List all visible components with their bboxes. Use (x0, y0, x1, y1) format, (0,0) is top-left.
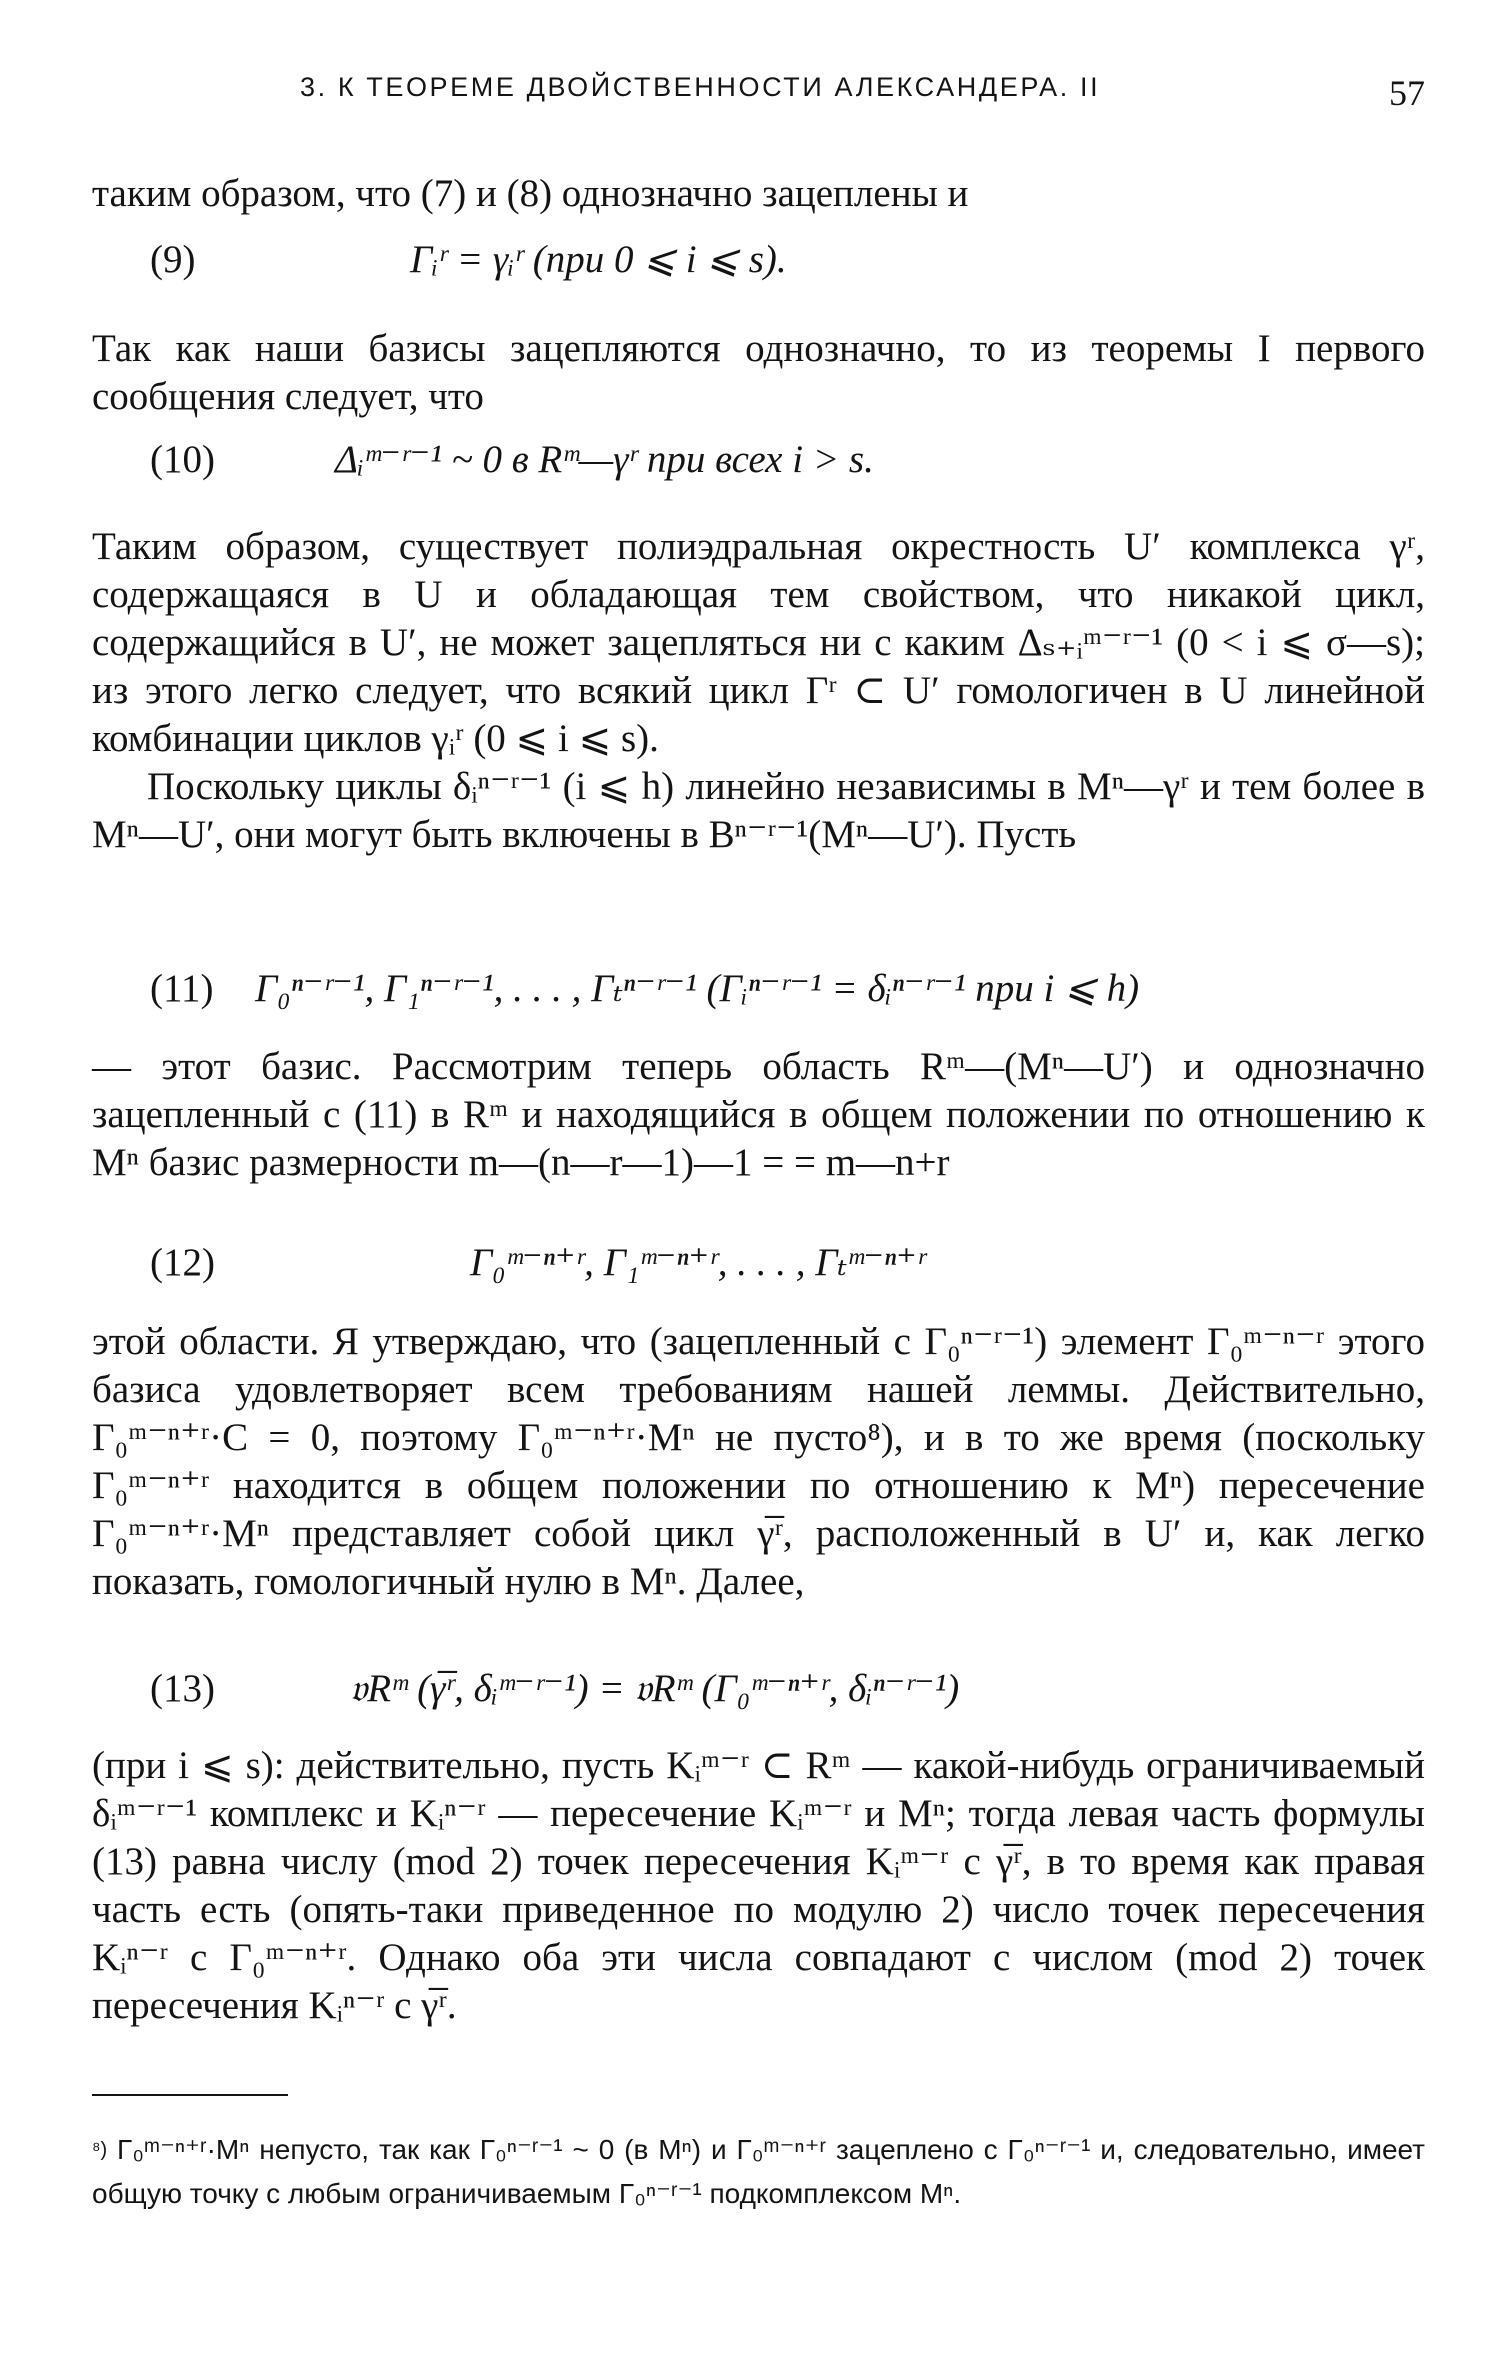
paragraph-text: — этот базис. Рассмотрим теперь область Rᵐ—(Mⁿ—U′) и однозначно зацепленный с (11) в Rᵐ и находящийся в общем положении по отношению к Mⁿ базис размерности m—(n—r—1)—1 = = m—n+r (92, 1045, 1425, 1184)
equation-11 (150, 965, 1420, 1013)
paragraph-text: Таким образом, существует полиэдральная окрестность U′ комплекса γʳ, содержащаяся в U и обладающая тем свойством, что никакой цикл, содержащийся в U′, не может зацепляться ни с каким Δₛ₊ᵢᵐ⁻ʳ⁻¹ (0 < i ⩽ σ—s); из этого легко следует, что всякий цикл Γʳ ⊂ U′ гомологичен в U линейной комбинации циклов γᵢʳ (0 ⩽ i ⩽ s). (92, 525, 1425, 760)
footnote-marker: ⁸) (92, 2139, 108, 2161)
paragraph-bases (92, 325, 1425, 421)
paragraph-neighbourhood (92, 523, 1425, 859)
page-number: 57 (1389, 73, 1425, 113)
equation-number: (9) (150, 238, 196, 281)
equation-number: (13) (150, 1667, 215, 1710)
equation-13 (150, 1665, 1420, 1713)
footnote-text: Γ₀ᵐ⁻ⁿ⁺ʳ·Mⁿ непусто, так как Γ₀ⁿ⁻ʳ⁻¹ ~ 0 (в Mⁿ) и Γ₀ᵐ⁻ⁿ⁺ʳ зацеплено с Γ₀ⁿ⁻ʳ⁻¹ и, следовательно, имеет общую точку с любым ограничиваемым Γ₀ⁿ⁻ʳ⁻¹ подкомплексом Mⁿ. (92, 2134, 1426, 2209)
equation-12 (150, 1239, 1420, 1287)
equation-formula: Δᵢᵐ⁻ʳ⁻¹ ~ 0 в Rᵐ—γʳ при всех i > s. (335, 438, 874, 481)
equation-number: (10) (150, 438, 215, 481)
equation-formula: Γᵢʳ = γᵢʳ (при 0 ⩽ i ⩽ s). (410, 238, 787, 281)
paragraph-intro (92, 170, 1425, 218)
equation-9 (150, 236, 1420, 284)
page-header (300, 72, 1425, 122)
footnote (92, 2128, 1425, 2216)
paragraph-text: таким образом, что (7) и (8) однозначно зацеплены и (92, 172, 969, 215)
equation-number: (11) (150, 967, 214, 1010)
equation-formula: Γ₀ⁿ⁻ʳ⁻¹, Γ₁ⁿ⁻ʳ⁻¹, . . . , Γₜⁿ⁻ʳ⁻¹ (Γᵢⁿ⁻ʳ⁻¹ = δᵢⁿ⁻ʳ⁻¹ при i ⩽ h) (255, 967, 1140, 1010)
running-head: 3. К ТЕОРЕМЕ ДВОЙСТВЕННОСТИ АЛЕКСАНДЕРА. II (300, 72, 1101, 102)
footnote-divider (92, 2094, 288, 2096)
paragraph-proof (92, 1742, 1425, 2030)
paragraph-text: этой области. Я утверждаю, что (зацепленный с Γ₀ⁿ⁻ʳ⁻¹) элемент Γ₀ᵐ⁻ⁿ⁻ʳ этого базиса удовлетворяет всем требованиям нашей леммы. Действительно, Γ₀ᵐ⁻ⁿ⁺ʳ·C = 0, поэтому Γ₀ᵐ⁻ⁿ⁺ʳ·Mⁿ не пусто⁸), и в то же время (поскольку Γ₀ᵐ⁻ⁿ⁺ʳ находится в общем положении по отношению к Mⁿ) пересечение Γ₀ᵐ⁻ⁿ⁺ʳ·Mⁿ представляет собой цикл γ̅ʳ, расположенный в U′ и, как легко показать, гомологичный нулю в Mⁿ. Далее, (92, 1320, 1425, 1603)
paragraph-text: Так как наши базисы зацепляются однозначно, то из теоремы I первого сообщения следует, что (92, 327, 1425, 418)
paragraph-text: (при i ⩽ s): действительно, пусть Kᵢᵐ⁻ʳ ⊂ Rᵐ — какой-нибудь ограничиваемый δᵢᵐ⁻ʳ⁻¹ комплекс и Kᵢⁿ⁻ʳ — пересечение Kᵢᵐ⁻ʳ и Mⁿ; тогда левая часть формулы (13) равна числу (mod 2) точек пересечения Kᵢᵐ⁻ʳ с γ̅ʳ, в то время как правая часть есть (опять-таки приведенное по модулю 2) число точек пересечения Kᵢⁿ⁻ʳ с Γ₀ᵐ⁻ⁿ⁺ʳ. Однако оба эти числа совпадают с числом (mod 2) точек пересечения Kᵢⁿ⁻ʳ с γ̅ʳ. (92, 1744, 1425, 2027)
equation-formula: Γ₀ᵐ⁻ⁿ⁺ʳ, Γ₁ᵐ⁻ⁿ⁺ʳ, . . . , Γₜᵐ⁻ⁿ⁺ʳ (470, 1241, 926, 1284)
equation-10 (150, 436, 1420, 484)
equation-number: (12) (150, 1241, 215, 1284)
paragraph-basis (92, 1043, 1425, 1187)
paragraph-text: Поскольку циклы δᵢⁿ⁻ʳ⁻¹ (i ⩽ h) линейно независимы в Mⁿ—γʳ и тем более в Mⁿ—U′, они могут быть включены в Bⁿ⁻ʳ⁻¹(Mⁿ—U′). Пусть (92, 765, 1425, 856)
paragraph-claim (92, 1318, 1425, 1606)
equation-formula: 𝔳Rᵐ (γ̅ʳ, δᵢᵐ⁻ʳ⁻¹) = 𝔳Rᵐ (Γ₀ᵐ⁻ⁿ⁺ʳ, δᵢⁿ⁻ʳ⁻¹) (350, 1667, 960, 1710)
